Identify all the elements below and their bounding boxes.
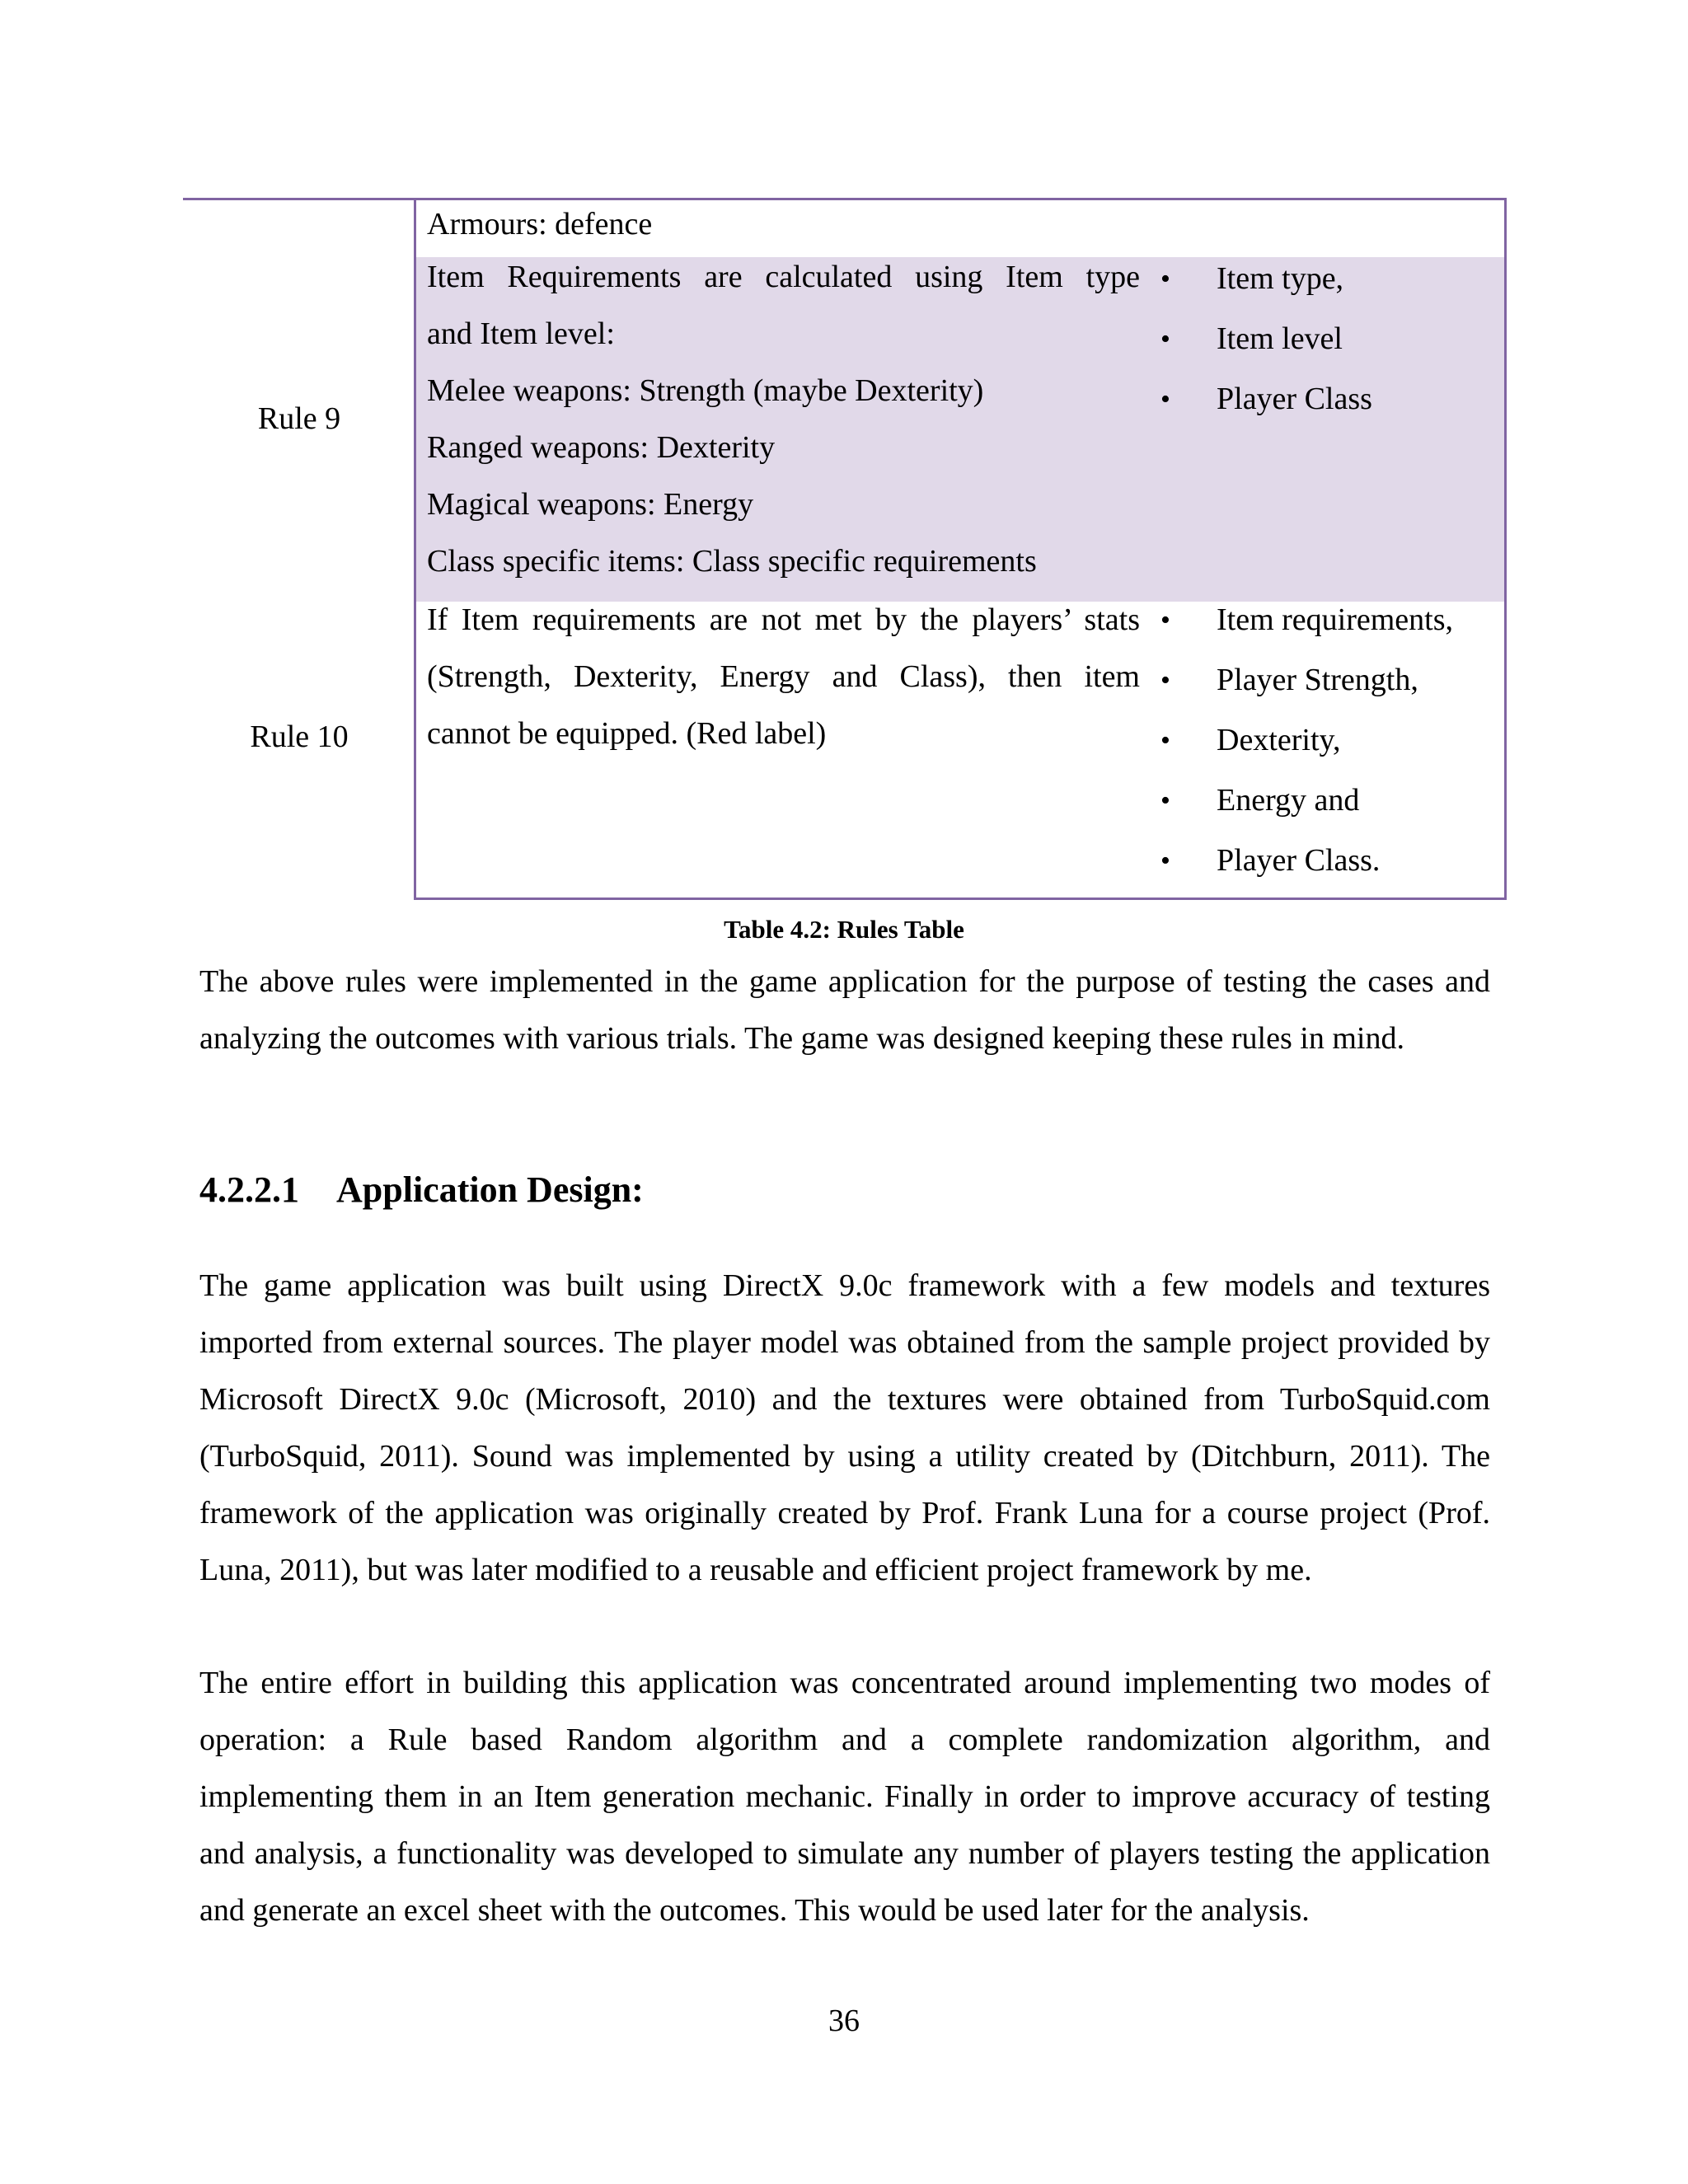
body-paragraph: The game application was built using DirectX 9.0c framework with a few models and textures imported from external sources. The player model was obtained from the sample project provided by Microsoft DirectX 9.0c (Microsoft, 2010) and the textures were obtained from TurboSquid.com (TurboSquid, 2011). Sound was implemented by using a utility created by (Ditchburn, 2011). The framework of the application was originally created by Prof. Frank Luna for a course project (Prof. Luna, 2011), but was later modified to a reusable and efficient project framework by me.	[199, 1268, 1490, 1587]
bullet-icon: •	[1160, 665, 1170, 696]
page-number: 36	[828, 2004, 860, 2038]
description-line: cannot be equipped. (Red label)	[427, 716, 827, 751]
description-line: and Item level:	[427, 316, 615, 351]
description-line: If Item requirements are not met by the players’ stats	[427, 602, 1140, 637]
description-line: (Strength, Dexterity, Energy and Class), then item	[427, 659, 1140, 694]
description-line: Item Requirements are calculated using Item type	[427, 260, 1140, 294]
section-heading	[199, 1169, 644, 1211]
table-top-rule	[183, 198, 415, 200]
rule-9-label: Rule 9	[257, 401, 341, 436]
rule-9-description	[427, 249, 1140, 590]
table-caption: Table 4.2: Rules Table	[724, 915, 964, 944]
rule-10-label: Rule 10	[250, 719, 349, 754]
rule-10-criteria	[1160, 590, 1453, 891]
description-line: Class specific items: Class specific requirements	[427, 544, 1037, 579]
criteria-item: • Item level	[1160, 309, 1372, 369]
criteria-item: • Item type,	[1160, 249, 1372, 309]
description-line: Melee weapons: Strength (maybe Dexterity)	[427, 373, 984, 408]
bullet-icon: •	[1160, 846, 1170, 876]
armours-description	[427, 196, 1140, 253]
criteria-item: • Player Class.	[1160, 831, 1453, 891]
criteria-item: • Player Class	[1160, 369, 1372, 429]
criteria-item: • Item requirements,	[1160, 590, 1453, 650]
section-number: 4.2.2.1	[199, 1169, 299, 1210]
armours-line: Armours: defence	[427, 207, 653, 241]
criteria-item: • Player Strength,	[1160, 650, 1453, 710]
description-line: Magical weapons: Energy	[427, 487, 754, 522]
bullet-icon: •	[1160, 264, 1170, 294]
section-title: Application Design:	[336, 1169, 644, 1210]
bullet-icon: •	[1160, 384, 1170, 415]
description-line: Ranged weapons: Dexterity	[427, 430, 776, 465]
criteria-item: • Dexterity,	[1160, 710, 1453, 771]
rule-10-description	[427, 592, 1140, 762]
bullet-icon: •	[1160, 785, 1170, 816]
intro-paragraph: The above rules were implemented in the game application for the purpose of testing the cases and analyzing the outcomes with various trials. The game was designed keeping these rules in mind.	[199, 964, 1490, 1056]
criteria-item: • Energy and	[1160, 771, 1453, 831]
rule-9-criteria	[1160, 249, 1372, 429]
body-paragraph: The entire effort in building this application was concentrated around implementing two modes of operation: a Rule based Random algorithm and a complete randomization algorithm, and implementing them in an Item generation mechanic. Finally in order to improve accuracy of testing and analysis, a functionality was developed to simulate any number of players testing the application and generate an excel sheet with the outcomes. This would be used later for the analysis.	[199, 1666, 1490, 1928]
bullet-icon: •	[1160, 324, 1170, 354]
bullet-icon: •	[1160, 605, 1170, 635]
bullet-icon: •	[1160, 725, 1170, 756]
